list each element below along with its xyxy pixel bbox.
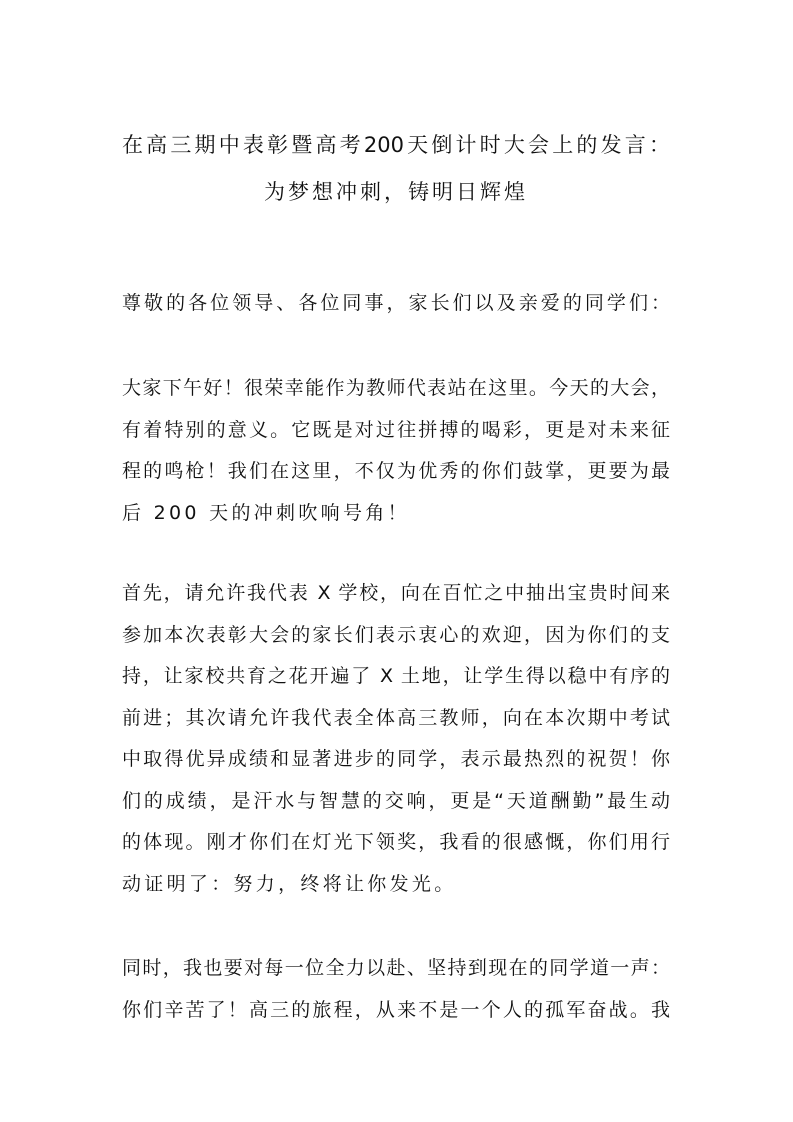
paragraph-line: 首先，请允许我代表 X 学校，向在百忙之中抽出宝贵时间来 xyxy=(122,582,670,604)
paragraph-line: 后 200 天的冲刺吹响号角！ xyxy=(122,501,410,524)
paragraph-line: 同时，我也要对每一位全力以赴、坚持到现在的同学道一声： xyxy=(122,957,670,979)
paragraph-line: 们的成绩，是汗水与智慧的交响，更是“天道酬勤”最生动 xyxy=(122,789,670,812)
paragraph-line: 持，让家校共育之花开遍了 X 土地，让学生得以稳中有序的 xyxy=(122,665,670,687)
paragraph-line: 中取得优异成绩和显著进步的同学，表示最热烈的祝贺！你 xyxy=(122,748,670,770)
paragraph-line: 的体现。刚才你们在灯光下领奖，我看的很感慨，你们用行 xyxy=(122,831,670,853)
paragraph-line: 参加本次表彰大会的家长们表示衷心的欢迎，因为你们的支 xyxy=(122,623,670,646)
paragraph-line: 动证明了：努力，终将让你发光。 xyxy=(122,872,457,895)
paragraph-line: 大家下午好！很荣幸能作为教师代表站在这里。今天的大会， xyxy=(122,377,670,399)
document-title-line-2: 为梦想冲刺，铸明日辉煌 xyxy=(264,180,528,204)
paragraph-line: 你们辛苦了！高三的旅程，从来不是一个人的孤军奋战。我 xyxy=(122,998,670,1021)
document-title-line-1: 在高三期中表彰暨高考200天倒计时大会上的发言： xyxy=(122,133,670,157)
salutation: 尊敬的各位领导、各位同事，家长们以及亲爱的同学们： xyxy=(122,292,670,314)
paragraph-line: 有着特别的意义。它既是对过往拼搏的喝彩，更是对未来征 xyxy=(122,418,670,441)
paragraph-line: 程的鸣枪！我们在这里，不仅为优秀的你们鼓掌，更要为最 xyxy=(122,460,670,482)
paragraph-line: 前进；其次请允许我代表全体高三教师，向在本次期中考试 xyxy=(122,706,670,729)
